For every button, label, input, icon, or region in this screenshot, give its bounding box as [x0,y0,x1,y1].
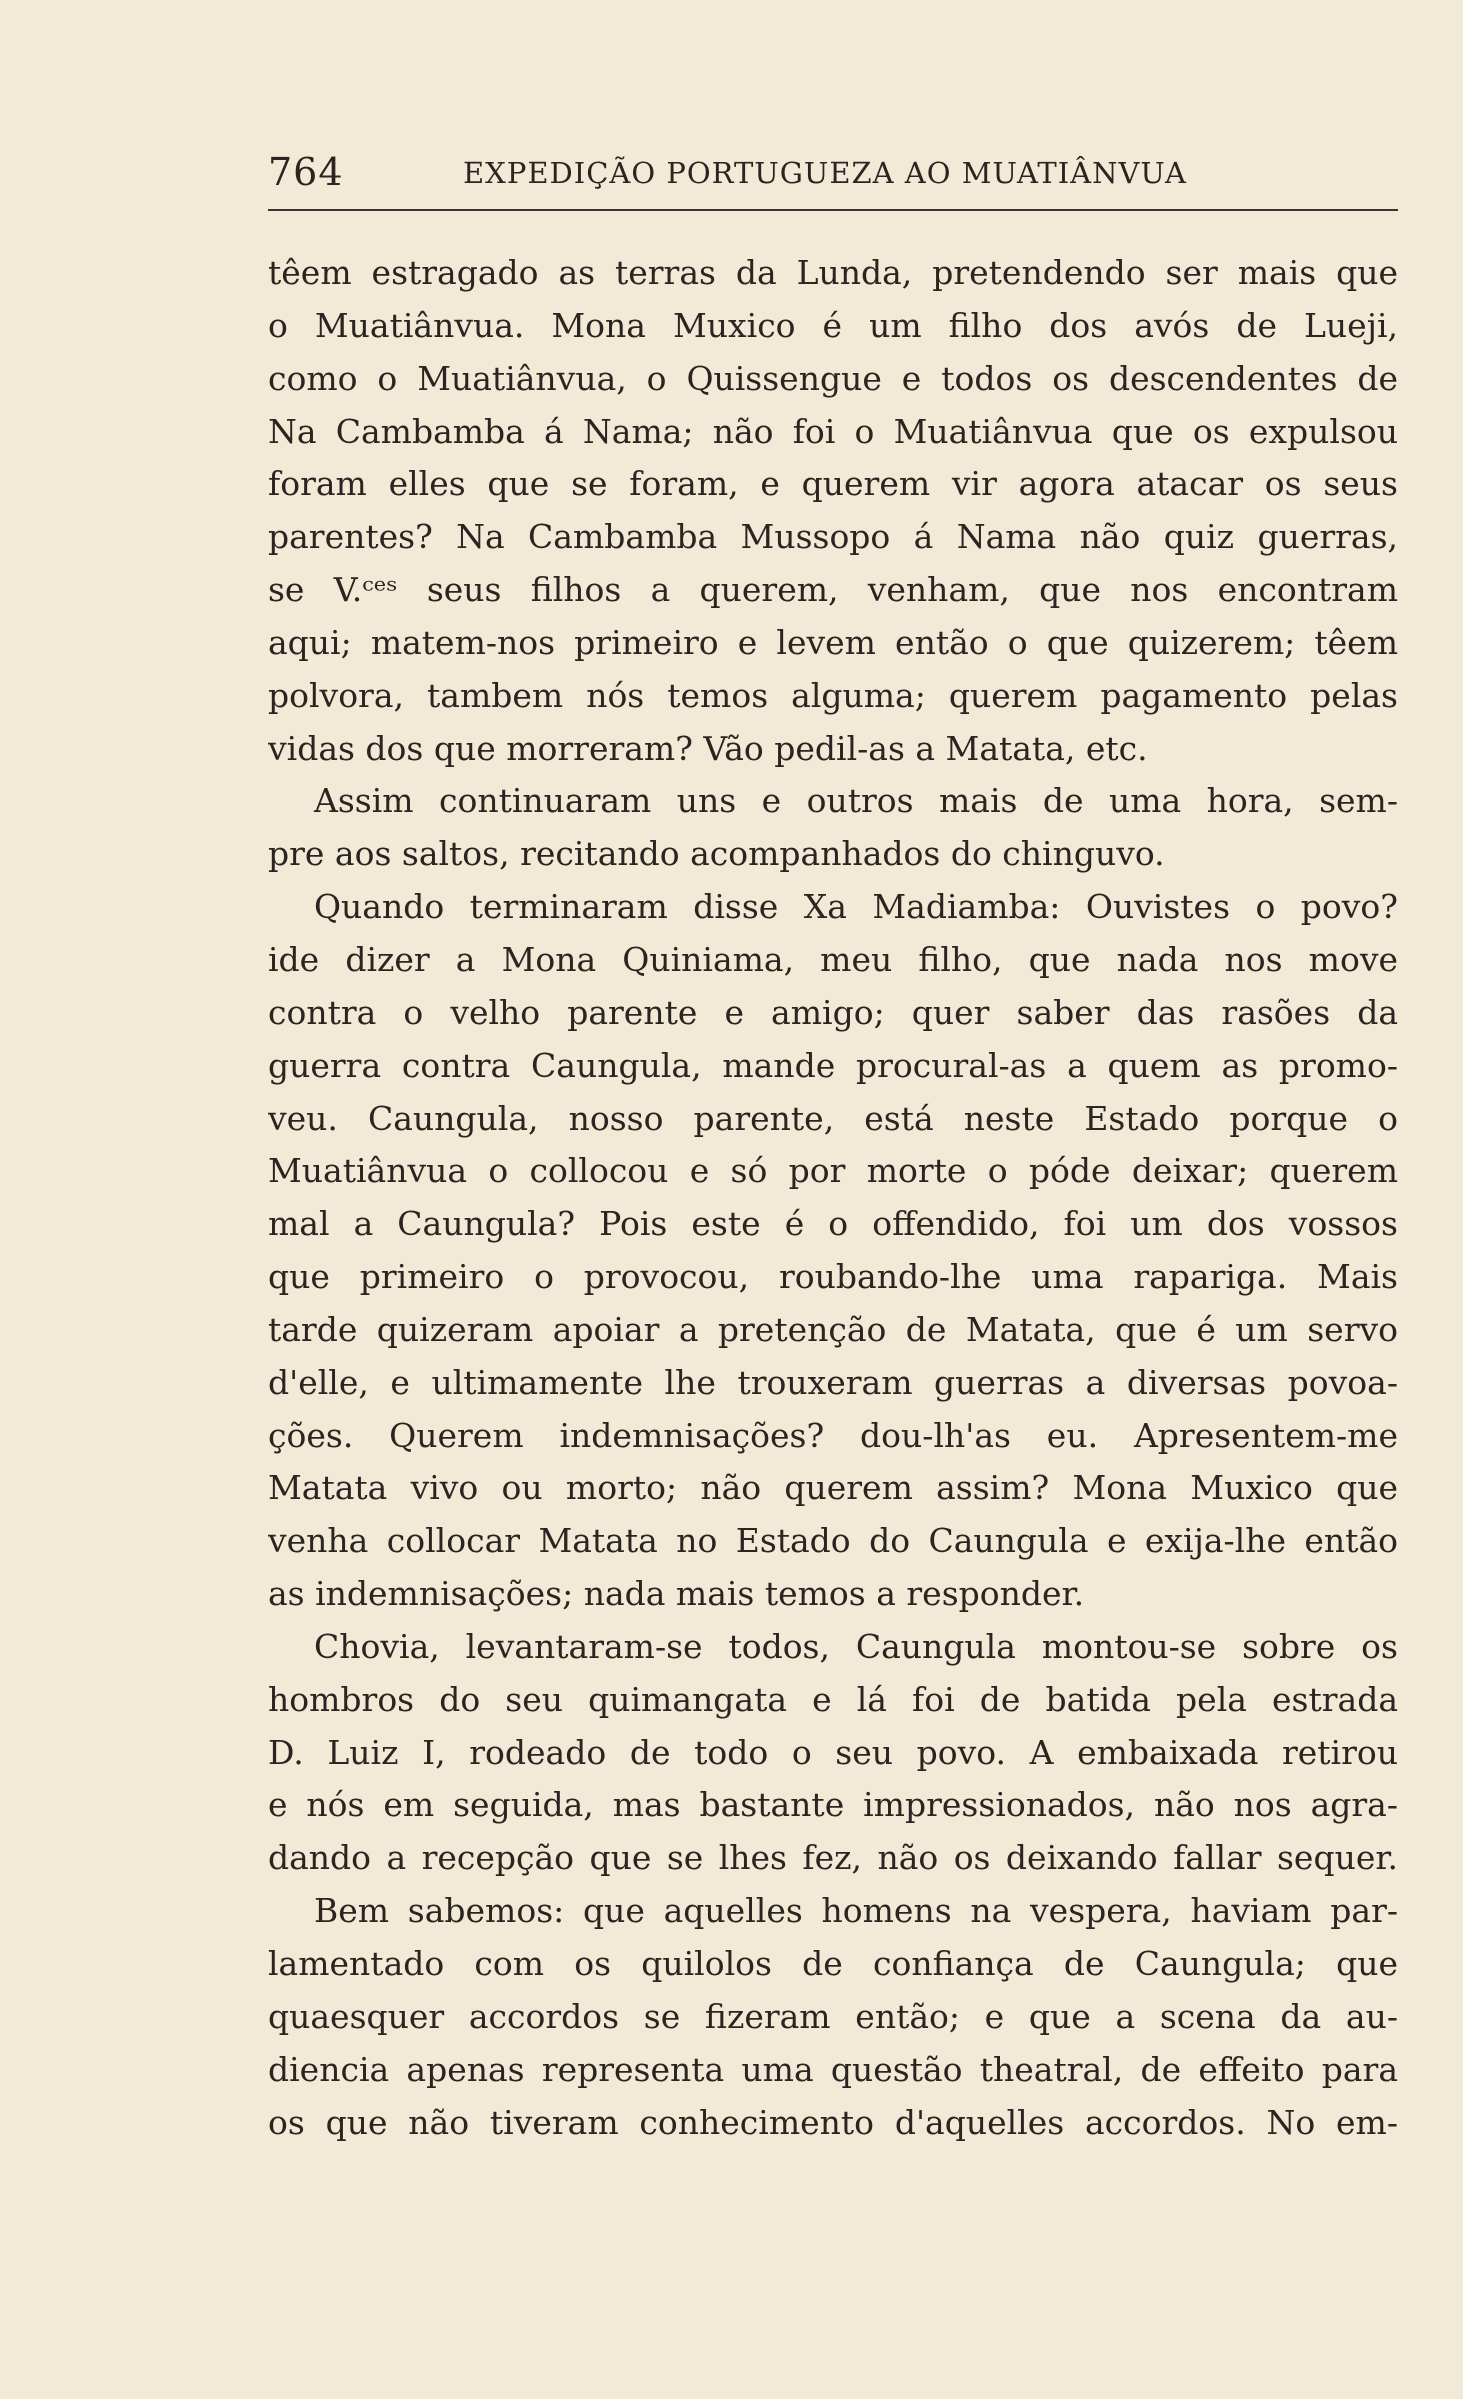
text-line: vidas dos que morreram? Vão pedil-as a Matata, etc. [268,728,1148,768]
text-line: venha collocar Matata no Estado do Caungula e exija-lhe então [268,1521,1398,1561]
text-line: pre aos saltos, recitando acompanhados do chinguvo. [268,834,1165,874]
body-text [268,247,1398,2149]
text-line: Matata vivo ou morto; não querem assim? Mona Muxico que [268,1468,1398,1508]
text-line: contra o velho parente e amigo; quer saber das rasões da [268,992,1398,1032]
text-line: veu. Caungula, nosso parente, está neste Estado porque o [268,1098,1398,1138]
text-line: Bem sabemos: que aquelles homens na vespera, haviam par- [314,1891,1398,1931]
text-line: D. Luiz I, rodeado de todo o seu povo. A embaixada retirou [268,1732,1398,1772]
text-line: Muatiânvua o collocou e só por morte o póde deixar; querem [268,1151,1398,1191]
text-line: hombros do seu quimangata e lá foi de batida pela estrada [268,1679,1398,1719]
text-line: têem estragado as terras da Lunda, pretendendo ser mais que [268,253,1398,292]
text-line: parentes? Na Cambamba Mussopo á Nama não quiz guerras, [268,517,1398,557]
text-line: aqui; matem-nos primeiro e levem então o que quizerem; têem [268,622,1398,662]
text-line: que primeiro o provocou, roubando-lhe uma rapariga. Mais [268,1257,1398,1297]
text-line: ide dizer a Mona Quiniama, meu filho, que nada nos move [268,939,1398,979]
text-line: Chovia, levantaram-se todos, Caungula montou-se sobre os [314,1626,1398,1666]
text-line: como o Muatiânvua, o Quissengue e todos os descendentes de [268,358,1398,398]
text-line: e nós em seguida, mas bastante impressionados, não nos agra- [268,1785,1398,1825]
text-line: o Muatiânvua. Mona Muxico é um filho dos avós de Lueji, [268,305,1398,345]
page-header [268,140,1398,200]
text-line: Assim continuaram uns e outros mais de uma hora, sem- [314,781,1398,821]
text-line: se V.ᶜᵉˢ seus filhos a querem, venham, que nos encontram [268,570,1398,610]
text-line: ções. Querem indemnisações? dou-lh'as eu. Apresentem-me [268,1415,1398,1455]
text-line: tarde quizeram apoiar a pretenção de Matata, que é um servo [268,1309,1398,1349]
text-line: mal a Caungula? Pois este é o offendido, foi um dos vossos [268,1204,1398,1244]
page-number: 764 [268,150,344,194]
text-line: as indemnisações; nada mais temos a responder. [268,1574,1085,1614]
text-line: os que não tiveram conhecimento d'aquelles accordos. No em- [268,2102,1398,2142]
text-line: Quando terminaram disse Xa Madiamba: Ouvistes o povo? [314,887,1398,927]
text-line: guerra contra Caungula, mande procural-as a quem as promo- [268,1045,1398,1085]
text-line: lamentado com os quilolos de confiança de Caungula; que [268,1944,1398,1983]
text-line: dando a recepção que se lhes fez, não os deixando fallar sequer. [268,1838,1398,1878]
text-line: d'elle, e ultimamente lhe trouxeram guerras a diversas povoa- [268,1362,1398,1402]
header-rule [268,209,1398,211]
text-line: Na Cambamba á Nama; não foi o Muatiânvua que os expulsou [268,411,1398,451]
text-line: polvora, tambem nós temos alguma; querem pagamento pelas [268,675,1398,715]
running-title: EXPEDIÇÃO PORTUGUEZA AO MUATIÂNVUA [463,156,1187,190]
text-line: diencia apenas representa uma questão theatral, de effeito para [268,2049,1398,2089]
text-line: quaesquer accordos se fizeram então; e que a scena da au- [268,1996,1398,2036]
text-line: foram elles que se foram, e querem vir agora atacar os seus [268,464,1398,504]
